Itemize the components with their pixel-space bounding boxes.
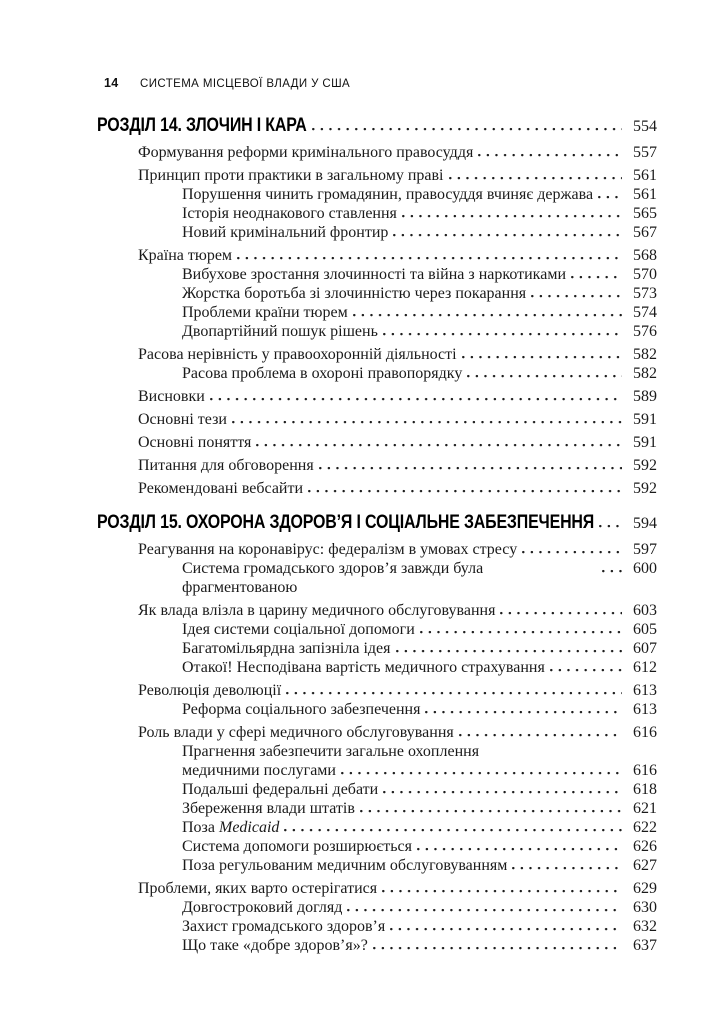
- toc-entry-label: Роль влади у сфері медичного обслуговування: [138, 724, 454, 741]
- toc-entry: [97, 639, 657, 658]
- toc-entry: [97, 799, 657, 818]
- toc-entry-label: Расова проблема в охороні правопорядку: [182, 365, 463, 382]
- toc-entry-label: Багатомільярдна запізніла ідея: [182, 640, 391, 657]
- chapter-title: РОЗДІЛ 15. ОХОРОНА ЗДОРОВ’Я І СОЦІАЛЬНЕ ЗАБЕЗПЕЧЕННЯ: [97, 512, 595, 533]
- dot-leader: [390, 926, 622, 931]
- dot-leader: [319, 465, 622, 470]
- toc-entry: [97, 700, 657, 719]
- dot-leader: [308, 488, 622, 493]
- dot-leader: [237, 255, 622, 260]
- toc-entry-label: Порушення чинить громадянин, правосуддя вчиняє держава: [182, 186, 594, 203]
- toc-entry-label: Реформа соціального забезпечення: [182, 701, 421, 718]
- toc-entry: [97, 620, 657, 639]
- toc-entry: [97, 658, 657, 677]
- toc-entry-label: Ідея системи соціальної допомоги: [182, 621, 415, 638]
- dot-leader: [393, 232, 622, 237]
- chapter-heading: [97, 510, 657, 536]
- dot-leader: [467, 373, 622, 378]
- dot-leader: [420, 629, 622, 634]
- page-ref: 570: [633, 266, 657, 283]
- toc-entry: [97, 818, 657, 837]
- dot-leader: [256, 442, 622, 447]
- toc-entry-label: Прагнення забезпечити загальне охоплення: [182, 743, 480, 760]
- page-ref: 574: [633, 304, 657, 321]
- page-ref: 592: [633, 480, 657, 497]
- dot-leader: [459, 732, 622, 737]
- chapter-page-ref: 594: [633, 515, 657, 532]
- toc-entry: [97, 879, 657, 898]
- toc-entry-label: Країна тюрем: [138, 247, 233, 264]
- toc-entry-label: Історія неоднакового ставлення: [182, 205, 397, 222]
- page-ref: 605: [633, 621, 657, 638]
- toc-entry-label: медичними послугами: [182, 762, 336, 779]
- dot-leader: [396, 648, 623, 653]
- page-ref: 597: [633, 541, 657, 558]
- toc-entry: [97, 345, 657, 364]
- page-ref: 607: [633, 640, 657, 657]
- page-ref: 621: [633, 800, 657, 817]
- dot-leader: [571, 274, 622, 279]
- toc-entry: [97, 681, 657, 700]
- toc-entry: [97, 143, 657, 162]
- page-ref: 589: [633, 388, 657, 405]
- toc-entry: [97, 479, 657, 498]
- page-ref: 629: [633, 880, 657, 897]
- toc-entry-label: Отакої! Несподівана вартість медичного страхування: [182, 659, 545, 676]
- running-title: СИСТЕМА МІСЦЕВОЇ ВЛАДИ У США: [140, 78, 351, 90]
- toc-entry-italic: Medicaid: [218, 819, 280, 836]
- toc-entry-label: Захист громадського здоров’я: [182, 918, 386, 935]
- dot-leader: [531, 293, 622, 298]
- page-ref: 613: [633, 682, 657, 699]
- toc-entry-label: Основні поняття: [138, 434, 252, 451]
- page-ref: 612: [633, 659, 657, 676]
- dot-leader: [550, 667, 622, 672]
- page-ref: 600: [633, 560, 657, 577]
- toc-entry: [97, 223, 657, 242]
- table-of-contents: [97, 113, 657, 955]
- dot-leader: [382, 888, 622, 893]
- toc-entry: [97, 387, 657, 406]
- toc-entry-label: Система громадського здоров’я завжди була фрагментованою: [182, 560, 484, 596]
- dot-leader: [417, 846, 622, 851]
- dot-leader: [373, 945, 622, 950]
- page-ref: 637: [633, 937, 657, 954]
- dot-leader: [347, 907, 622, 912]
- dot-leader: [462, 354, 622, 359]
- page-ref: 568: [633, 247, 657, 264]
- dot-leader: [383, 331, 622, 336]
- toc-entry-label: Питання для обговорення: [138, 457, 314, 474]
- toc-entry-label: Проблеми країни тюрем: [182, 304, 348, 321]
- running-header: [104, 76, 350, 90]
- chapter-title-wrap: [97, 510, 594, 535]
- page-ref: 576: [633, 323, 657, 340]
- toc-entry: [97, 837, 657, 856]
- toc-entry-label: Революція деволюції: [138, 682, 282, 699]
- dot-leader: [232, 419, 622, 424]
- dot-leader: [425, 709, 622, 714]
- toc-entry: [97, 898, 657, 917]
- toc-entry-label: Реагування на коронавірус: федералізм в умовах стресу: [138, 541, 518, 558]
- chapter-title: РОЗДІЛ 14. ЗЛОЧИН І КАРА: [97, 115, 307, 136]
- toc-entry-label: Висновки: [138, 388, 205, 405]
- dot-leader: [341, 770, 622, 775]
- toc-entry-label: Подальші федеральні дебати: [182, 781, 379, 798]
- toc-entry-label: Формування реформи кримінального правосуддя: [138, 144, 474, 161]
- dot-leader: [599, 523, 622, 528]
- toc-entry: [97, 456, 657, 475]
- toc-entry: [97, 936, 657, 955]
- toc-entry-label: Принцип проти практики в загальному праві: [138, 167, 444, 184]
- toc-entry-label: Жорстка боротьба зі злочинністю через покарання: [182, 285, 527, 302]
- dot-leader: [602, 568, 622, 573]
- dot-leader: [284, 827, 622, 832]
- toc-entry: [97, 601, 657, 620]
- toc-entry: [97, 166, 657, 185]
- dot-leader: [449, 175, 623, 180]
- dot-leader: [360, 808, 622, 813]
- chapter-page-ref: 554: [633, 118, 657, 135]
- toc-entry: [97, 303, 657, 322]
- toc-entry: [97, 780, 657, 799]
- toc-entry-label: Збереження влади штатів: [182, 800, 355, 817]
- page-ref: 573: [633, 285, 657, 302]
- toc-entry: [97, 185, 657, 204]
- page-ref: 592: [633, 457, 657, 474]
- folio-page-number: 14: [104, 76, 119, 90]
- toc-entry-label: Поза Medicaid: [182, 819, 280, 836]
- page-ref: 561: [633, 186, 657, 203]
- chapter-title-wrap: [97, 113, 307, 138]
- toc-entry-label: Новий кримінальний фронтир: [182, 224, 389, 241]
- dot-leader: [286, 690, 622, 695]
- toc-entry-label: Вибухове зростання злочинності та війна з наркотиками: [182, 266, 566, 283]
- toc-entry: [97, 856, 657, 875]
- page-ref: 561: [633, 167, 657, 184]
- toc-entry: [97, 364, 657, 383]
- toc-entry-label: Як влада влізла в царину медичного обслуговування: [138, 602, 496, 619]
- page-ref: 591: [633, 411, 657, 428]
- toc-entry: [97, 559, 657, 597]
- toc-entry: [97, 540, 657, 559]
- dot-leader: [522, 549, 622, 554]
- dot-leader: [402, 213, 622, 218]
- page-ref: 626: [633, 838, 657, 855]
- page-ref: 622: [633, 819, 657, 836]
- toc-entry: [97, 723, 657, 742]
- page-ref: 591: [633, 434, 657, 451]
- page-ref: 616: [633, 724, 657, 741]
- chapter-heading: [97, 113, 657, 139]
- toc-entry: [97, 761, 657, 780]
- toc-entry: [97, 204, 657, 223]
- dot-leader: [500, 610, 622, 615]
- toc-entry: [97, 284, 657, 303]
- dot-leader: [383, 789, 622, 794]
- page-ref: 567: [633, 224, 657, 241]
- page-ref: 603: [633, 602, 657, 619]
- page-ref: 627: [633, 857, 657, 874]
- page-ref: 582: [633, 365, 657, 382]
- toc-entry: [97, 322, 657, 341]
- toc-entry: [97, 265, 657, 284]
- toc-entry-label: Проблеми, яких варто остерігатися: [138, 880, 378, 897]
- dot-leader: [598, 194, 622, 199]
- toc-entry-label: Расова нерівність у правоохоронній діяльності: [138, 346, 457, 363]
- page-ref: 632: [633, 918, 657, 935]
- page-ref: 582: [633, 346, 657, 363]
- dot-leader: [312, 126, 622, 131]
- dot-leader: [210, 396, 622, 401]
- toc-entry: [97, 410, 657, 429]
- toc-entry-label: Поза регульованим медичним обслуговуванням: [182, 857, 508, 874]
- toc-entry: [97, 433, 657, 452]
- page-ref: 565: [633, 205, 657, 222]
- page-ref: 616: [633, 762, 657, 779]
- page-ref: 618: [633, 781, 657, 798]
- dot-leader: [512, 865, 622, 870]
- page-ref: 613: [633, 701, 657, 718]
- page-ref: 630: [633, 899, 657, 916]
- dot-leader: [478, 152, 622, 157]
- toc-entry-label: Довгостроковий догляд: [182, 899, 343, 916]
- toc-entry-label: Основні тези: [138, 411, 227, 428]
- toc-entry-label: Система допомоги розширюється: [182, 838, 412, 855]
- toc-entry-label: Двопартійний пошук рішень: [182, 323, 378, 340]
- page-ref: 557: [633, 144, 657, 161]
- toc-entry-label: Рекомендовані вебсайти: [138, 480, 304, 497]
- toc-entry-line: [97, 742, 657, 761]
- toc-entry: [97, 917, 657, 936]
- toc-entry: [97, 246, 657, 265]
- dot-leader: [353, 312, 622, 317]
- toc-entry-label: Що таке «добре здоров’я»?: [182, 937, 368, 954]
